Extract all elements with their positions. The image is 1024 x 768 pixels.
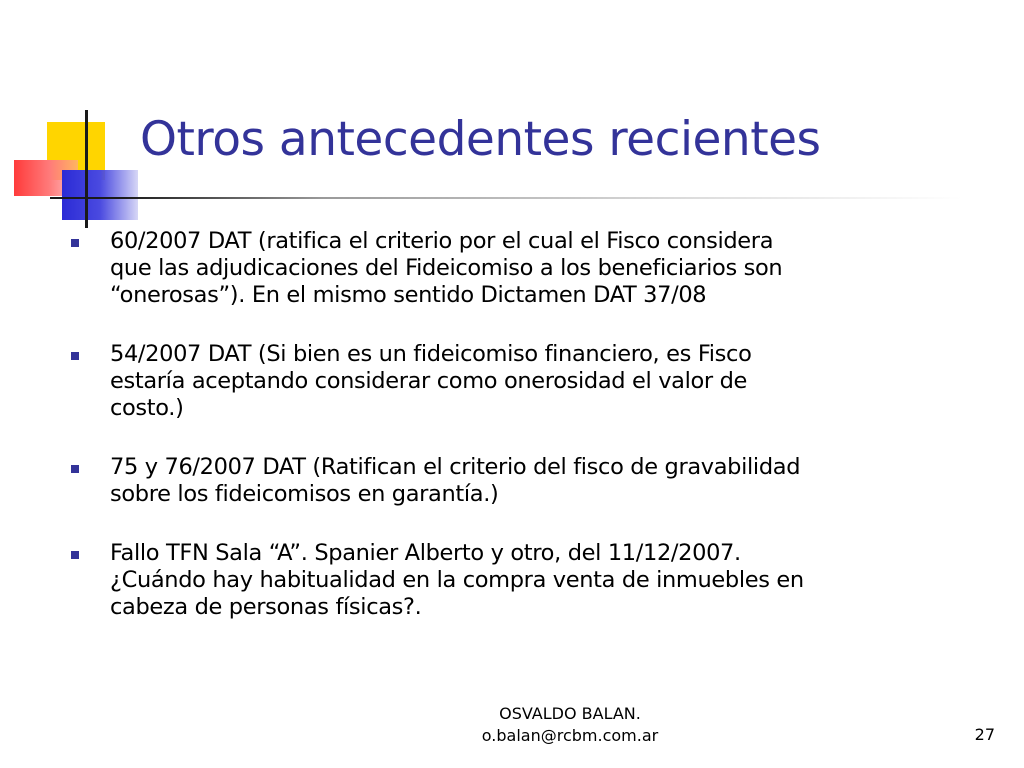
bullet-square-icon [71,352,79,360]
bullet-list [70,228,930,653]
bullet-text [110,341,930,422]
footer-author: OSVALDO BALAN. [499,704,641,723]
footer [430,703,710,747]
bullet-item [70,540,930,621]
bullet-line: costo.) [110,395,184,421]
slide-title: Otros antecedentes recientes [140,112,821,167]
bullet-square-icon [71,465,79,473]
bullet-item [70,341,930,422]
bullet-line: sobre los fideicomisos en garantía.) [110,481,499,507]
bullet-line: 60/2007 DAT (ratifica el criterio por el cual el Fisco considera [110,228,774,254]
bullet-line: Fallo TFN Sala “A”. Spanier Alberto y otro, del 11/12/2007. [110,540,741,566]
decorative-blue-square [62,170,138,220]
bullet-line: estaría aceptando considerar como onerosidad el valor de [110,368,748,394]
bullet-square-icon [71,551,79,559]
bullet-line: ¿Cuándo hay habitualidad en la compra venta de inmuebles en [110,567,804,593]
bullet-line: 75 y 76/2007 DAT (Ratifican el criterio del fisco de gravabilidad [110,454,801,480]
title-underline [50,197,962,199]
bullet-line: 54/2007 DAT (Si bien es un fideicomiso financiero, es Fisco [110,341,752,367]
bullet-line: que las adjudicaciones del Fideicomiso a los beneficiarios son [110,255,783,281]
bullet-item [70,228,930,309]
bullet-item [70,454,930,508]
bullet-line: cabeza de personas físicas?. [110,594,422,620]
decorative-vertical-line [85,110,88,228]
bullet-text [110,540,930,621]
bullet-square-icon [71,239,79,247]
bullet-line: “onerosas”). En el mismo sentido Dictamen DAT 37/08 [110,282,707,308]
bullet-text [110,454,930,508]
page-number: 27 [974,725,995,744]
footer-email: o.balan@rcbm.com.ar [481,726,659,745]
bullet-text [110,228,930,309]
